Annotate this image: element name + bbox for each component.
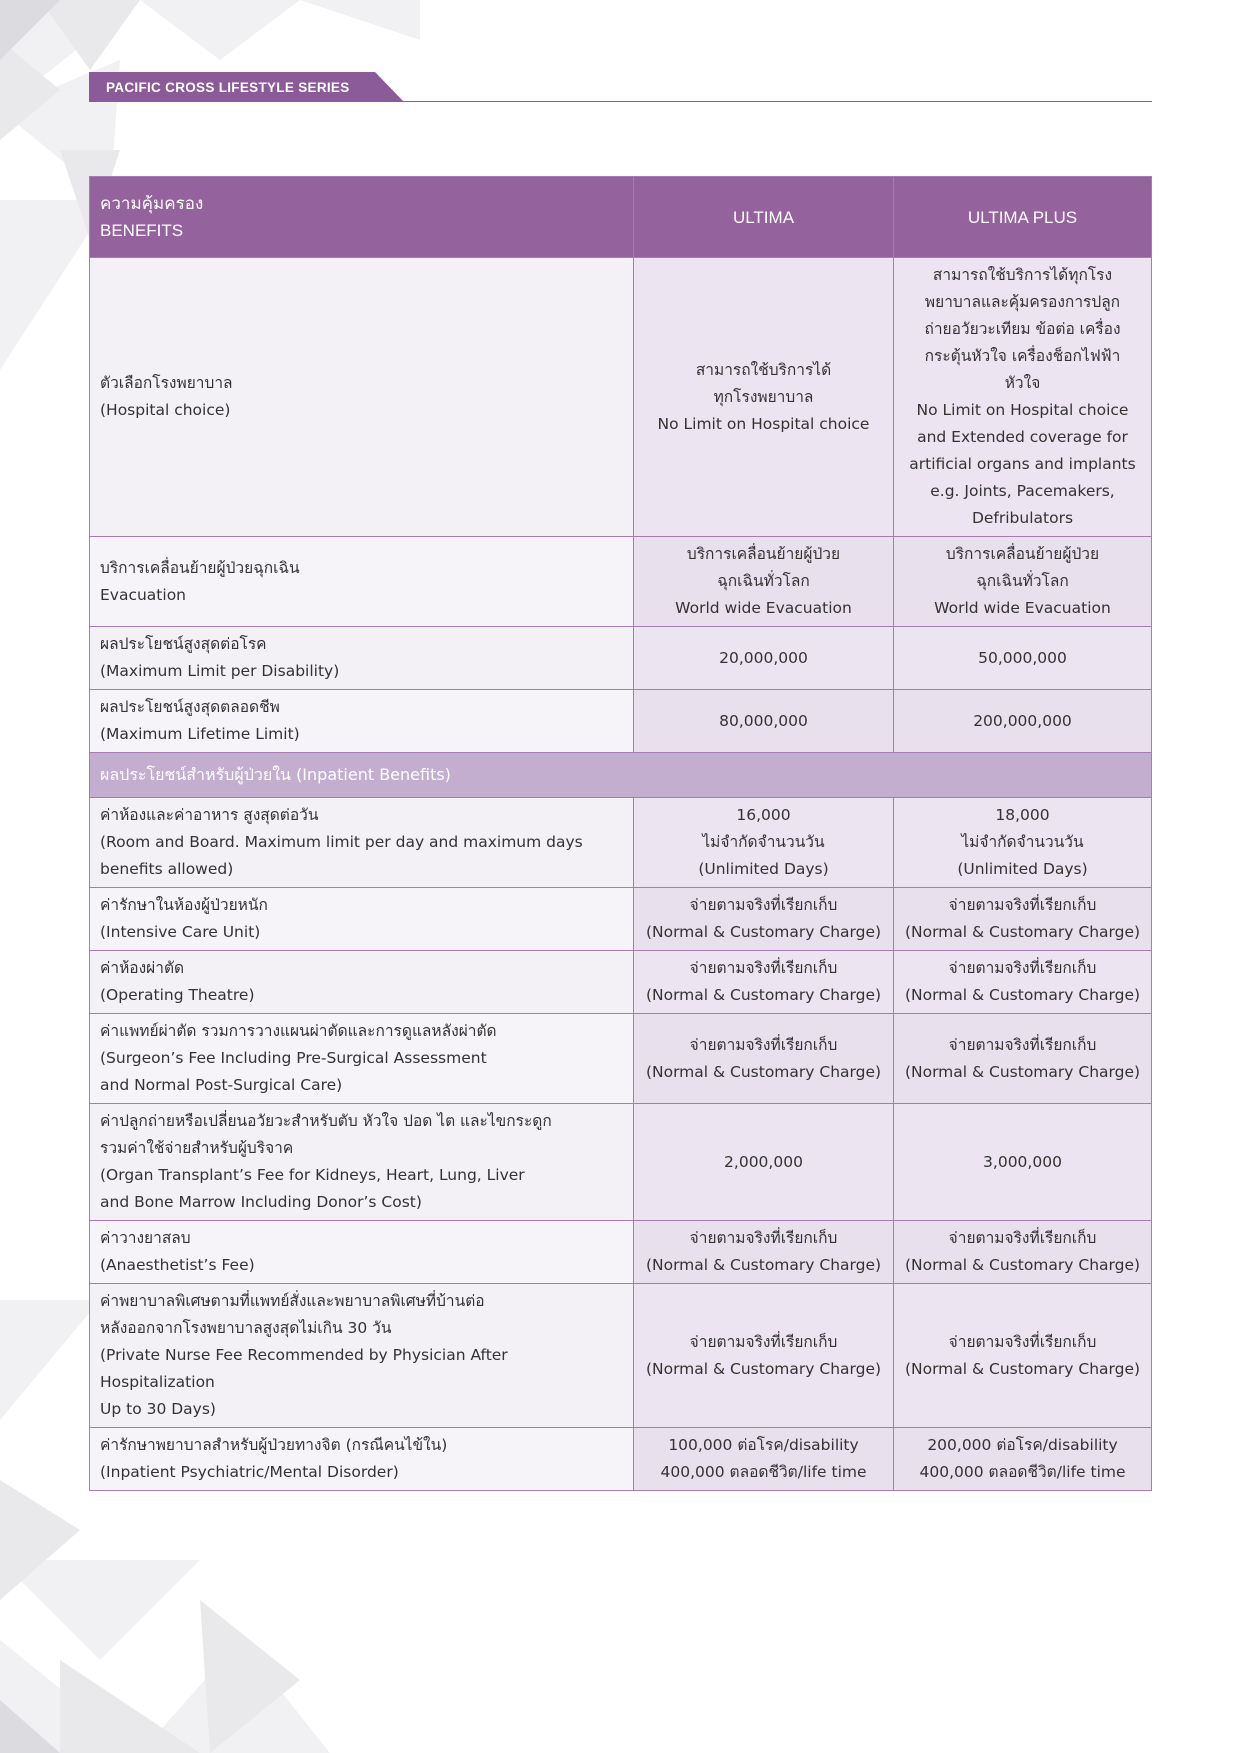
benefit-cell-line: ค่ารักษาพยาบาลสำหรับผู้ป่วยทางจิต (กรณีคนไข้ใน)	[100, 1436, 448, 1454]
benefit-cell-line: บริการเคลื่อนย้ายผู้ป่วยฉุกเฉิน	[100, 558, 300, 577]
ultima-plus-cell-line: จ่ายตามจริงที่เรียกเก็บ	[948, 959, 1097, 977]
table-row	[90, 1284, 1152, 1428]
benefits-header-thai: ความคุ้มครอง	[100, 194, 204, 213]
ultima-cell	[634, 1284, 894, 1428]
benefit-cell-line: ค่าปลูกถ่ายหรือเปลี่ยนอวัยวะสำหรับตับ หัวใจ ปอด ไต และไขกระดูก	[100, 1112, 552, 1130]
ultima-plus-cell-line: (Normal & Customary Charge)	[904, 1256, 1141, 1274]
benefit-cell	[90, 1284, 634, 1428]
ultima-cell-line: จ่ายตามจริงที่เรียกเก็บ	[689, 1332, 838, 1351]
series-label: PACIFIC CROSS LIFESTYLE SERIES	[106, 80, 350, 95]
ultima-cell-line: (Normal & Customary Charge)	[645, 1359, 882, 1378]
ultima-plus-cell-line: and Extended coverage for	[917, 428, 1128, 446]
ultima-cell-line: (Normal & Customary Charge)	[645, 1062, 882, 1081]
benefit-cell-line: ค่าห้องผ่าตัด	[100, 959, 185, 977]
ultima-plus-cell	[894, 537, 1152, 627]
ultima-cell-line: (Normal & Customary Charge)	[645, 923, 882, 941]
table-header-row	[90, 177, 1152, 258]
inpatient-section-title: ผลประโยชน์สำหรับผู้ป่วยใน (Inpatient Benefits)	[90, 753, 1152, 798]
table-row	[90, 690, 1152, 753]
ultima-cell	[634, 690, 894, 753]
ultima-plus-cell-line: กระตุ้นหัวใจ เครื่องช็อกไฟฟ้า	[924, 347, 1121, 365]
ultima-plus-cell-line: จ่ายตามจริงที่เรียกเก็บ	[948, 1332, 1097, 1351]
ultima-plus-cell	[894, 690, 1152, 753]
benefit-cell-line: รวมค่าใช้จ่ายสำหรับผู้บริจาค	[100, 1139, 294, 1157]
benefits-header-en: BENEFITS	[100, 221, 184, 240]
ultima-plus-cell-line: (Normal & Customary Charge)	[904, 1359, 1141, 1378]
benefit-cell-line: ค่าวางยาสลบ	[100, 1229, 191, 1247]
ultima-plus-cell-line: 50,000,000	[978, 648, 1067, 667]
benefit-cell-line: (Maximum Limit per Disability)	[100, 662, 340, 680]
ultima-plus-cell	[894, 1221, 1152, 1284]
ultima-plus-cell-line: สามารถใช้บริการได้ทุกโรง	[932, 266, 1113, 284]
table-row	[90, 537, 1152, 627]
benefit-cell-line: (Organ Transplant’s Fee for Kidneys, Heart, Lung, Liver	[100, 1166, 525, 1184]
benefit-cell	[90, 951, 634, 1014]
ultima-plus-cell-line: (Normal & Customary Charge)	[904, 1062, 1141, 1081]
benefit-cell-line: benefits allowed)	[100, 860, 234, 878]
table-row	[90, 627, 1152, 690]
ultima-cell-line: จ่ายตามจริงที่เรียกเก็บ	[689, 896, 838, 914]
header-rule	[89, 101, 1152, 102]
benefit-cell-line: ค่าห้องและค่าอาหาร สูงสุดต่อวัน	[100, 806, 319, 824]
ultima-plus-cell-line: พยาบาลและคุ้มครองการปลูก	[924, 293, 1121, 311]
inpatient-section-row	[90, 753, 1152, 798]
benefit-cell	[90, 888, 634, 951]
ultima-cell-line: ทุกโรงพยาบาล	[713, 387, 814, 406]
ultima-cell	[634, 798, 894, 888]
benefit-cell-line: ผลประโยชน์สูงสุดต่อโรค	[100, 635, 267, 653]
ultima-cell-line: บริการเคลื่อนย้ายผู้ป่วย	[686, 545, 841, 563]
benefit-cell-line: (Intensive Care Unit)	[100, 923, 261, 941]
benefit-cell-line: Evacuation	[100, 585, 186, 604]
benefit-cell-line: and Normal Post-Surgical Care)	[100, 1076, 343, 1094]
benefit-cell	[90, 1104, 634, 1221]
ultima-plus-cell	[894, 1284, 1152, 1428]
ultima-cell-line: (Normal & Customary Charge)	[645, 1256, 882, 1274]
benefit-cell	[90, 1221, 634, 1284]
ultima-cell	[634, 951, 894, 1014]
ultima-cell-line: ไม่จำกัดจำนวนวัน	[702, 833, 825, 851]
ultima-cell-line: (Unlimited Days)	[698, 860, 829, 878]
ultima-cell-line: 2,000,000	[724, 1152, 803, 1171]
benefit-cell-line: ค่าแพทย์ผ่าตัด รวมการวางแผนผ่าตัดและการดูแลหลังผ่าตัด	[100, 1022, 497, 1040]
ultima-plus-cell	[894, 1104, 1152, 1221]
benefit-cell-line: (Anaesthetist’s Fee)	[100, 1256, 255, 1274]
benefit-cell	[90, 1014, 634, 1104]
benefit-cell-line: หลังออกจากโรงพยาบาลสูงสุดไม่เกิน 30 วัน	[100, 1319, 392, 1337]
ultima-plus-cell-line: ฉุกเฉินทั่วโลก	[976, 572, 1069, 590]
benefits-table	[89, 176, 1152, 1491]
ultima-plus-cell-line: World wide Evacuation	[934, 599, 1111, 617]
benefit-cell	[90, 798, 634, 888]
ultima-plus-cell-line: (Normal & Customary Charge)	[904, 923, 1141, 941]
ultima-plus-cell	[894, 1014, 1152, 1104]
ultima-cell-line: 80,000,000	[719, 711, 808, 730]
ultima-plus-cell-line: หัวใจ	[1004, 374, 1041, 392]
benefit-cell-line: ค่ารักษาในห้องผู้ป่วยหนัก	[100, 896, 268, 914]
ultima-cell-line: 400,000 ตลอดชีวิต/life time	[660, 1463, 867, 1481]
table-row	[90, 1014, 1152, 1104]
ultima-plus-cell-line: No Limit on Hospital choice	[916, 401, 1129, 419]
ultima-cell	[634, 627, 894, 690]
ultima-plus-cell-line: ถ่ายอวัยวะเทียม ข้อต่อ เครื่อง	[924, 320, 1121, 338]
benefit-cell-line: Up to 30 Days)	[100, 1400, 216, 1418]
ultima-plus-cell-line: artificial organs and implants	[909, 455, 1136, 473]
ultima-plus-cell	[894, 1428, 1152, 1491]
benefit-cell	[90, 690, 634, 753]
ultima-plus-cell-line: 3,000,000	[983, 1152, 1062, 1171]
ultima-plus-cell	[894, 951, 1152, 1014]
table-row	[90, 258, 1152, 537]
ultima-plus-cell-line: 400,000 ตลอดชีวิต/life time	[919, 1463, 1126, 1481]
ultima-plus-cell	[894, 627, 1152, 690]
benefit-cell-line: (Operating Theatre)	[100, 986, 255, 1004]
table-row	[90, 888, 1152, 951]
ultima-plus-cell-line: จ่ายตามจริงที่เรียกเก็บ	[948, 1035, 1097, 1054]
ultima-cell-line: จ่ายตามจริงที่เรียกเก็บ	[689, 1035, 838, 1054]
ultima-plus-cell-line: จ่ายตามจริงที่เรียกเก็บ	[948, 896, 1097, 914]
series-tab	[89, 72, 404, 102]
benefit-cell-line: (Maximum Lifetime Limit)	[100, 725, 300, 743]
ultima-cell-line: จ่ายตามจริงที่เรียกเก็บ	[689, 959, 838, 977]
ultima-plus-cell-line: (Unlimited Days)	[957, 860, 1088, 878]
ultima-plus-cell-line: จ่ายตามจริงที่เรียกเก็บ	[948, 1229, 1097, 1247]
ultima-cell-line: สามารถใช้บริการได้	[695, 360, 832, 379]
ultima-plus-column-header: ULTIMA PLUS	[894, 177, 1152, 258]
ultima-cell-line: จ่ายตามจริงที่เรียกเก็บ	[689, 1229, 838, 1247]
table-row	[90, 1104, 1152, 1221]
ultima-cell-line: (Normal & Customary Charge)	[645, 986, 882, 1004]
ultima-plus-cell-line: 200,000 ต่อโรค/disability	[927, 1436, 1118, 1454]
ultima-cell-line: 100,000 ต่อโรค/disability	[668, 1436, 859, 1454]
ultima-plus-cell-line: 18,000	[995, 806, 1050, 824]
ultima-cell-line: 20,000,000	[719, 648, 808, 667]
benefit-cell	[90, 1428, 634, 1491]
benefit-cell-line: and Bone Marrow Including Donor’s Cost)	[100, 1193, 422, 1211]
ultima-cell	[634, 888, 894, 951]
ultima-cell	[634, 537, 894, 627]
benefit-cell-line: (Hospital choice)	[100, 401, 231, 419]
benefit-cell-line: (Surgeon’s Fee Including Pre-Surgical Assessment	[100, 1049, 487, 1067]
table-row	[90, 951, 1152, 1014]
ultima-cell-line: World wide Evacuation	[675, 599, 852, 617]
ultima-plus-cell	[894, 258, 1152, 537]
ultima-cell	[634, 1428, 894, 1491]
ultima-cell	[634, 1104, 894, 1221]
ultima-plus-cell-line: 200,000,000	[973, 711, 1072, 730]
ultima-cell-line: ฉุกเฉินทั่วโลก	[717, 572, 810, 590]
ultima-plus-cell	[894, 798, 1152, 888]
benefit-cell-line: ผลประโยชน์สูงสุดตลอดชีพ	[100, 698, 280, 716]
ultima-plus-cell-line: บริการเคลื่อนย้ายผู้ป่วย	[945, 545, 1100, 563]
table-row	[90, 1428, 1152, 1491]
ultima-cell	[634, 258, 894, 537]
benefit-cell	[90, 627, 634, 690]
benefit-cell-line: (Room and Board. Maximum limit per day and maximum days	[100, 833, 583, 851]
benefit-cell-line: ตัวเลือกโรงพยาบาล	[100, 374, 233, 392]
ultima-plus-cell-line: Defribulators	[971, 509, 1074, 527]
ultima-cell	[634, 1014, 894, 1104]
benefits-column-header	[90, 177, 634, 258]
benefit-cell-line: (Private Nurse Fee Recommended by Physician After Hospitalization	[100, 1346, 508, 1391]
benefit-cell	[90, 537, 634, 627]
table-row	[90, 798, 1152, 888]
ultima-plus-cell-line: e.g. Joints, Pacemakers,	[930, 482, 1115, 500]
ultima-plus-cell-line: ไม่จำกัดจำนวนวัน	[961, 833, 1084, 851]
ultima-plus-cell-line: (Normal & Customary Charge)	[904, 986, 1141, 1004]
ultima-plus-cell	[894, 888, 1152, 951]
benefit-cell	[90, 258, 634, 537]
benefit-cell-line: (Inpatient Psychiatric/Mental Disorder)	[100, 1463, 399, 1481]
ultima-cell-line: No Limit on Hospital choice	[657, 414, 870, 433]
ultima-cell-line: 16,000	[736, 806, 791, 824]
benefit-cell-line: ค่าพยาบาลพิเศษตามที่แพทย์สั่งและพยาบาลพิเศษที่บ้านต่อ	[100, 1292, 485, 1310]
ultima-column-header: ULTIMA	[634, 177, 894, 258]
table-row	[90, 1221, 1152, 1284]
ultima-cell	[634, 1221, 894, 1284]
